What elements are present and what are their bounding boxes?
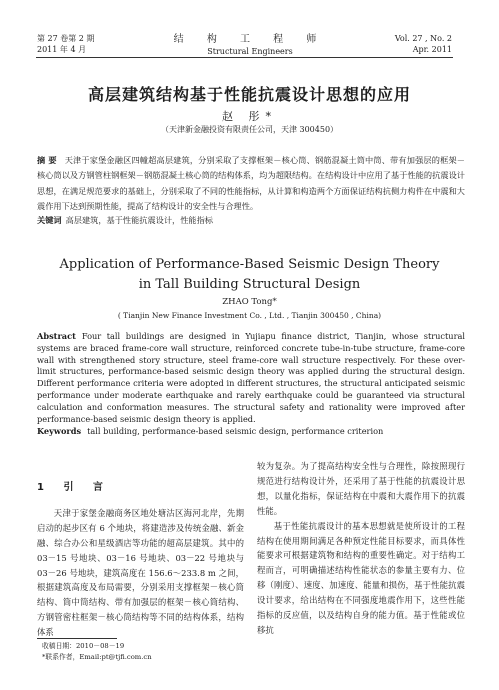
received-date: 收稿日期：2010－08－19	[42, 642, 125, 650]
body-paragraph-continued: 较为复杂。为了提高结构安全性与合理性，除按照现行规范进行结构设计外，还采用了基于性能的抗震设计思想，以量化指标，保证结构在中震和大震作用下的抗震性能。	[257, 461, 465, 516]
header-volume-cn	[37, 33, 94, 55]
journal-name-cn: 结 构 工 程 师	[173, 34, 327, 45]
abstract-en	[37, 331, 465, 425]
body-paragraph-pbsd: 基于性能抗震设计的基本思想就是使所设计的工程结构在使用期间满足各种预定性能目标要求，而具体性能要求可根据建筑物和结构的重要性确定。对于结构工程而言，可明确描述结构性能状态的参量主要有力、位移（刚度）、速度、加速度、能量和损伤，基于性能抗震设计要求，给出结构在不同强度地震作用下，这些性能指标的反应值，以及结构自身的能力值。基于性能或位移抗	[257, 520, 465, 635]
header-volume-en	[395, 33, 452, 55]
keywords-en	[37, 426, 465, 436]
paper-title-en	[30, 255, 469, 295]
author-cn: 赵 彤*	[222, 110, 277, 123]
paper-title-cn: 高层建筑结构基于性能抗震设计思想的应用	[87, 85, 411, 104]
section-heading-introduction: 1 引 言	[37, 482, 111, 493]
volume-issue-cn: 第 27 卷第 2 期	[37, 34, 95, 43]
keywords-text-en: tall building, performance-based seismic design, performance criterion	[87, 426, 384, 436]
volume-issue-en: Vol. 27 , No. 2	[394, 34, 452, 43]
affiliation-en: ( Tianjin New Finance Investment Co. , Ltd. , Tianjin 300450 , China)	[117, 311, 382, 320]
body-paragraph-intro: 天津于家堡金融商务区地处塘沽区海河北岸，先期启动的起步区有 6 个地块，将建造涉及传统金融、新金融、综合办公和星级酒店等功能的超高层建筑。其中的 03－15 号地块、03－16 号地块、03－22 号地块与 03－26 号地块，建筑高度在 156.6～233.8 m 之间，根据建筑高度及布局需要，分别采用支撑框架－核心筒结构、筒中筒结构、带有加强层的框架－核心筒结构、方钢管密柱框架－核心筒结构等不同的结构体系，结构体系	[37, 507, 244, 638]
journal-name-en: Structural Engineers	[207, 47, 293, 56]
footnote-divider	[37, 638, 117, 639]
author-en: ZHAO Tong*	[222, 297, 277, 307]
affiliation-cn: （天津新金融投资有限责任公司，天津 300450）	[160, 125, 339, 134]
body-column-left	[37, 459, 244, 640]
keywords-text-cn: 高层建筑，基于性能抗震设计，性能指标	[65, 215, 213, 225]
body-column-right	[257, 459, 465, 638]
abstract-cn	[37, 153, 465, 214]
header-journal	[168, 30, 332, 56]
date-en: Apr. 2011	[412, 45, 452, 54]
footnote	[42, 641, 152, 663]
keywords-label-en: Keywords	[37, 426, 82, 436]
date-cn: 2011 年 4 月	[37, 45, 87, 54]
abstract-text-cn: 天津于家堡金融区四幢超高层建筑，分别采取了支撑框架－核心筒、钢筋混凝土筒中筒、带有加强层的框架－核心筒以及方钢管柱钢框架－钢筋混凝土核心筒的结构体系，均为超限结构。在结构设计中应用了基于性能的抗震设计思想，在满足规范要求的基础上，分别采取了不同的性能指标，从计算和构造两个方面保证结构抗侧力构件在中震和大震作用下达到预期性能，提高了结构设计的安全性与合理性。	[37, 155, 465, 211]
contact-email: *联系作者，Email:pt@tjfi.com.cn	[42, 653, 152, 661]
abstract-text-en: Four tall buildings are designed in Yujiapu finance district, Tianjin, whose structural systems are braced frame-core wall structure, reinforced concrete tube-in-tube structure, frame-core wall with strengthened story structure, steel frame-core wall structure respectively. For these over-limit structures, performance-based seismic design theory was applied during the structural design. Different performance criteria were adopted in different structures, the structural anticipated seismic performance under moderate earthquake and rarely earthquake could be guaranteed via structural calculation and conformation measures. The structural safety and rationality were improved after performance-based seismic design theory is applied.	[37, 331, 465, 424]
title-en-line2: in Tall Building Structural Design	[138, 277, 361, 292]
header-divider	[36, 57, 453, 58]
keywords-label-cn: 关键词	[37, 215, 62, 225]
title-en-line1: Application of Performance-Based Seismic Design Theory	[59, 257, 440, 272]
abstract-label-cn: 摘 要	[37, 155, 57, 165]
abstract-label-en: Abstract	[37, 331, 76, 341]
keywords-cn	[37, 215, 465, 226]
